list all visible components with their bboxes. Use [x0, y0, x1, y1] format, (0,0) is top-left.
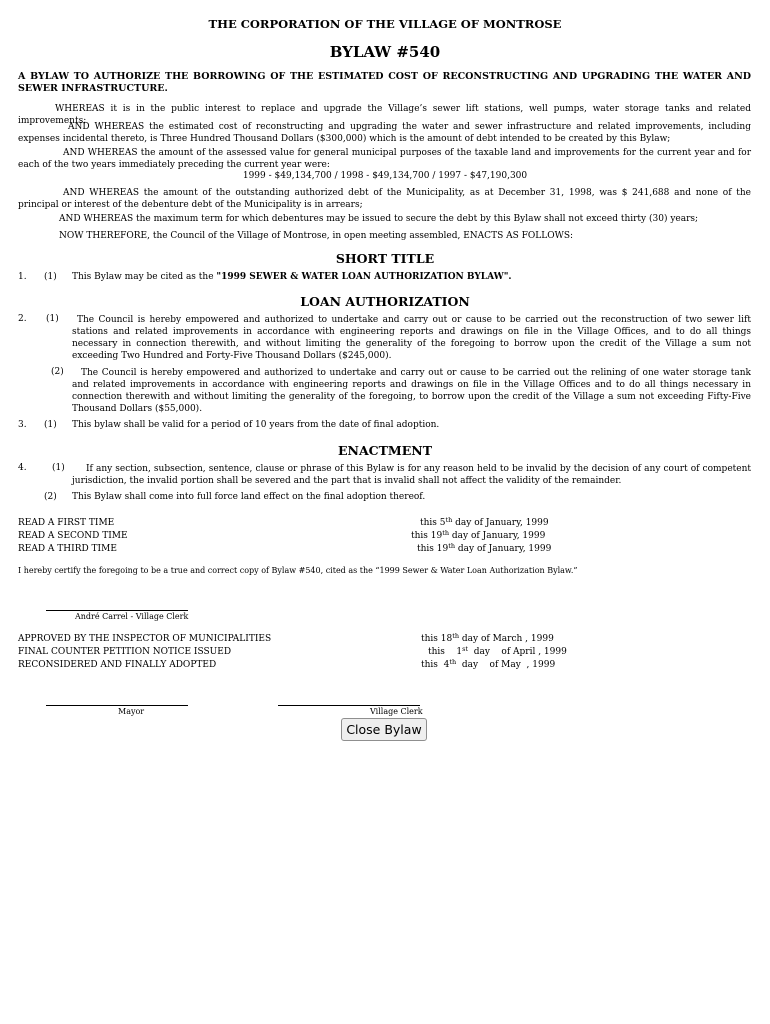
approval-date	[421, 634, 554, 644]
recital-whereas-3: AND WHEREAS the amount of the assessed value for general municipal purposes of the taxable land and improvements for the current year and for each of the two years immediately preceding the current year were:	[18, 148, 751, 170]
mayor-signature-line	[46, 705, 188, 706]
short-title-text	[72, 272, 512, 282]
reading-date	[420, 518, 549, 528]
close-bylaw-button[interactable]: Close Bylaw	[341, 718, 427, 741]
reading-date-day: this 19	[417, 544, 449, 554]
section-number: 3.	[18, 420, 27, 430]
clerk-signature-caption: André Carrel - Village Clerk	[75, 612, 189, 621]
loan-authorization-heading: LOAN AUTHORIZATION	[300, 294, 470, 309]
corporation-title: THE CORPORATION OF THE VILLAGE OF MONTROSE	[208, 17, 562, 31]
reading-date-month-year: day of January, 1999	[452, 518, 549, 528]
reading-label: READ A FIRST TIME	[18, 518, 115, 528]
enactment-heading: ENACTMENT	[338, 443, 432, 458]
bylaw-purpose: A BYLAW TO AUTHORIZE THE BORROWING OF THE ESTIMATED COST OF RECONSTRUCTING AND UPGRADING THE WATER AND SEWER INFRASTRUCTURE.	[18, 71, 751, 94]
reading-date-day: this 5	[420, 518, 446, 528]
approval-date-day: this 18	[421, 634, 453, 644]
section-2-2-text: The Council is hereby empowered and authorized to undertake and carry out or cause to be carried out the relining of one water storage tank and related improvements in accordance with engineering reports and drawings on file in the Village Offices and to do all things necessary in connection therewith and without limiting the generality of the foregoing, to borrow upon the credit of the Village a sum not exceeding Fifty-Five Thousand Dollars ($55,000).	[72, 368, 751, 414]
approval-date	[421, 660, 555, 670]
subsection-number: (1)	[52, 463, 65, 473]
mayor-caption: Mayor	[118, 707, 145, 716]
subsection-number: (2)	[51, 367, 64, 377]
approval-date-day: this 1	[428, 647, 463, 657]
clerk-signature-line	[46, 610, 188, 611]
subsection-number: (1)	[44, 420, 57, 430]
reading-date-ordinal: th	[445, 516, 453, 524]
assessed-values: 1999 - $49,134,700 / 1998 - $49,134,700 / 1997 - $47,190,300	[242, 171, 528, 181]
approval-date-ordinal: th	[449, 658, 457, 666]
village-clerk-signature-line	[278, 705, 420, 706]
recital-whereas-1: WHEREAS it is in the public interest to replace and upgrade the Village’s sewer lift stations, well pumps, water storage tanks and related improvements;	[18, 104, 751, 126]
bylaw-number: BYLAW #540	[329, 43, 441, 61]
certification-statement: I hereby certify the foregoing to be a true and correct copy of Bylaw #540, cited as the “1999 Sewer & Water Loan Authorization Bylaw.”	[18, 566, 578, 575]
approval-date-month-year: day of April , 1999	[468, 647, 567, 657]
reading-date-ordinal: th	[448, 542, 456, 550]
section-3-text: This bylaw shall be valid for a period of 10 years from the date of final adoption.	[72, 420, 440, 430]
reading-date	[417, 544, 551, 554]
section-4-1-text: If any section, subsection, sentence, clause or phrase of this Bylaw is for any reason held to be invalid by the decision of any court of competent jurisdiction, the invalid portion shall be severed and the part that is invalid shall not affect the validity of the remainder.	[72, 464, 751, 486]
recital-whereas-2: AND WHEREAS the estimated cost of reconstructing and upgrading the water and sewer infrastructure and related improvements, including expenses incidental thereto, is Three Hundred Thousand Dollars ($300,000) which is the amount of debt intended to be created by this Bylaw;	[18, 122, 751, 144]
approval-date	[428, 647, 567, 657]
reading-label: READ A THIRD TIME	[18, 544, 117, 554]
approval-label: APPROVED BY THE INSPECTOR OF MUNICIPALITIES	[18, 634, 272, 644]
approval-date-day: this 4	[421, 660, 450, 670]
short-title-heading: SHORT TITLE	[335, 251, 435, 266]
subsection-number: (2)	[44, 492, 57, 502]
approval-date-ordinal: st	[462, 645, 469, 653]
subsection-number: (1)	[46, 314, 59, 324]
recital-whereas-5: AND WHEREAS the maximum term for which debentures may be issued to secure the debt by this Bylaw shall not exceed thirty (30) years;	[59, 214, 699, 224]
recital-whereas-4: AND WHEREAS the amount of the outstanding authorized debt of the Municipality, as at December 31, 1998, was $ 241,688 and none of the principal or interest of the debenture debt of the Municipality is in arrears;	[18, 188, 751, 210]
section-2-1-text: The Council is hereby empowered and authorized to undertake and carry out or cause to be carried out the reconstruction of two sewer lift stations and related improvements in accordance with engineering reports and drawings on file in the Village Offices, and to do all things necessary in connection therewith, and without limiting the generality of the foregoing to borrow upon the credit of the Village a sum not exceeding Two Hundred and Forty-Five Thousand Dollars ($245,000).	[72, 315, 751, 361]
subsection-number: (1)	[44, 272, 57, 282]
short-title-lead: This Bylaw may be cited as the	[72, 272, 217, 282]
village-clerk-caption: Village Clerk	[370, 707, 423, 716]
reading-label: READ A SECOND TIME	[18, 531, 128, 541]
approval-label: FINAL COUNTER PETITION NOTICE ISSUED	[18, 647, 232, 657]
reading-date-month-year: day of January, 1999	[449, 531, 546, 541]
reading-date-ordinal: th	[442, 529, 450, 537]
now-therefore-clause: NOW THEREFORE, the Council of the Village of Montrose, in open meeting assembled, ENACTS AS FOLLOWS:	[59, 231, 574, 241]
section-number: 4.	[18, 463, 27, 473]
section-4-2-text: This Bylaw shall come into full force land effect on the final adoption thereof.	[72, 492, 426, 502]
short-title-citation: "1999 SEWER & WATER LOAN AUTHORIZATION BYLAW".	[216, 272, 512, 282]
section-number: 1.	[18, 272, 27, 282]
reading-date-day: this 19	[411, 531, 443, 541]
section-number: 2.	[18, 314, 27, 324]
approval-date-month-year: day of May , 1999	[456, 660, 556, 670]
approval-date-ordinal: th	[452, 632, 460, 640]
reading-date	[411, 531, 545, 541]
approval-label: RECONSIDERED AND FINALLY ADOPTED	[18, 660, 217, 670]
approval-date-month-year: day of March , 1999	[459, 634, 554, 644]
reading-date-month-year: day of January, 1999	[455, 544, 552, 554]
